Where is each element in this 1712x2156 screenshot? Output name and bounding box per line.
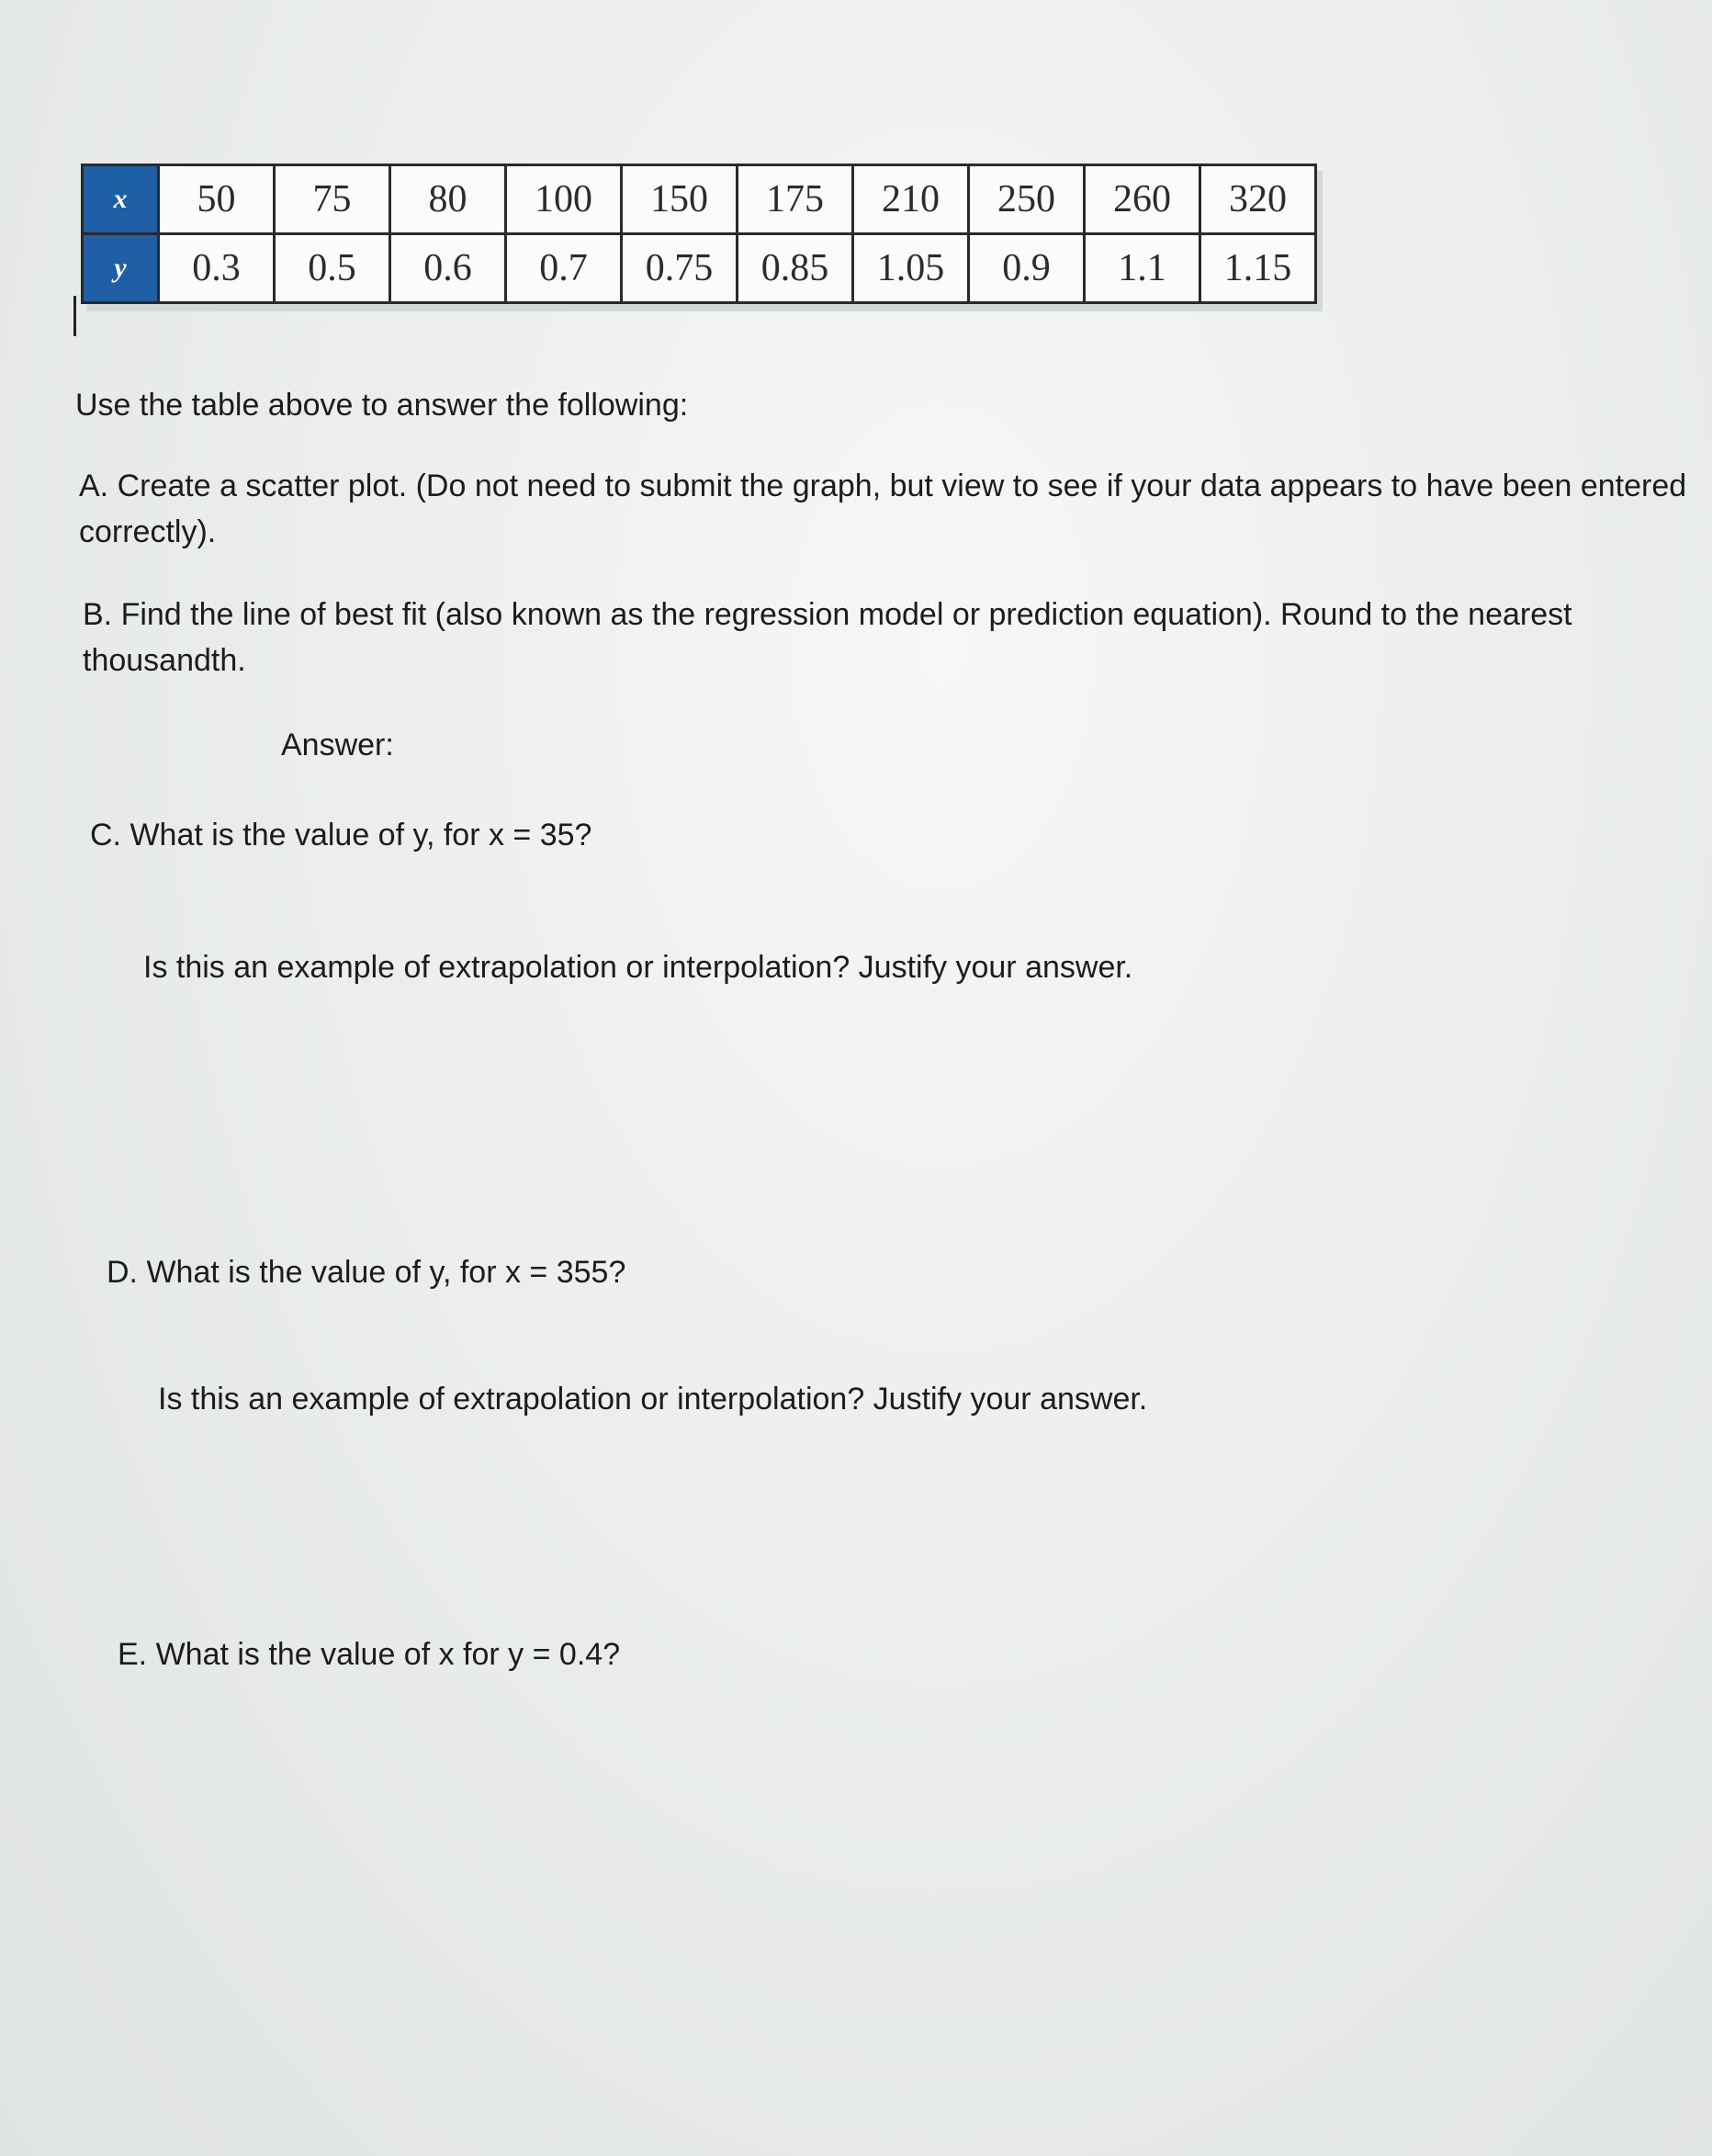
- question-e: E. What is the value of x for y = 0.4?: [118, 1637, 621, 1672]
- table-row-y: [83, 234, 1316, 303]
- y-cell: 1.15: [1200, 234, 1316, 303]
- x-cell: 100: [506, 165, 622, 234]
- data-table: [81, 164, 1317, 304]
- question-d: D. What is the value of y, for x = 355?: [107, 1255, 626, 1290]
- x-header: x: [83, 165, 159, 234]
- question-c-followup: Is this an example of extrapolation or interpolation? Justify your answer.: [143, 950, 1133, 985]
- x-cell: 150: [622, 165, 738, 234]
- margin-mark: [73, 296, 76, 336]
- question-c: C. What is the value of y, for x = 35?: [90, 818, 592, 852]
- x-cell: 320: [1200, 165, 1316, 234]
- y-cell: 0.85: [738, 234, 853, 303]
- question-d-followup: Is this an example of extrapolation or interpolation? Justify your answer.: [158, 1382, 1148, 1417]
- y-header: y: [83, 234, 159, 303]
- y-cell: 0.75: [622, 234, 738, 303]
- x-cell: 260: [1085, 165, 1200, 234]
- x-cell: 250: [969, 165, 1085, 234]
- y-cell: 1.05: [853, 234, 969, 303]
- answer-label: Answer:: [281, 728, 394, 762]
- question-b: B. Find the line of best fit (also known as the regression model or prediction equation). Round to the nearest thousandth.: [83, 597, 1572, 678]
- x-cell: 50: [159, 165, 275, 234]
- y-cell: 1.1: [1085, 234, 1200, 303]
- x-cell: 210: [853, 165, 969, 234]
- y-cell: 0.3: [159, 234, 275, 303]
- y-cell: 0.7: [506, 234, 622, 303]
- x-cell: 75: [275, 165, 390, 234]
- table-row-x: [83, 165, 1316, 234]
- question-a: A. Create a scatter plot. (Do not need to submit the graph, but view to see if your data appears to have been entered correctly).: [79, 468, 1687, 549]
- x-cell: 175: [738, 165, 853, 234]
- instructions-text: Use the table above to answer the following:: [75, 388, 689, 423]
- y-cell: 0.9: [969, 234, 1085, 303]
- x-cell: 80: [390, 165, 506, 234]
- y-cell: 0.6: [390, 234, 506, 303]
- y-cell: 0.5: [275, 234, 390, 303]
